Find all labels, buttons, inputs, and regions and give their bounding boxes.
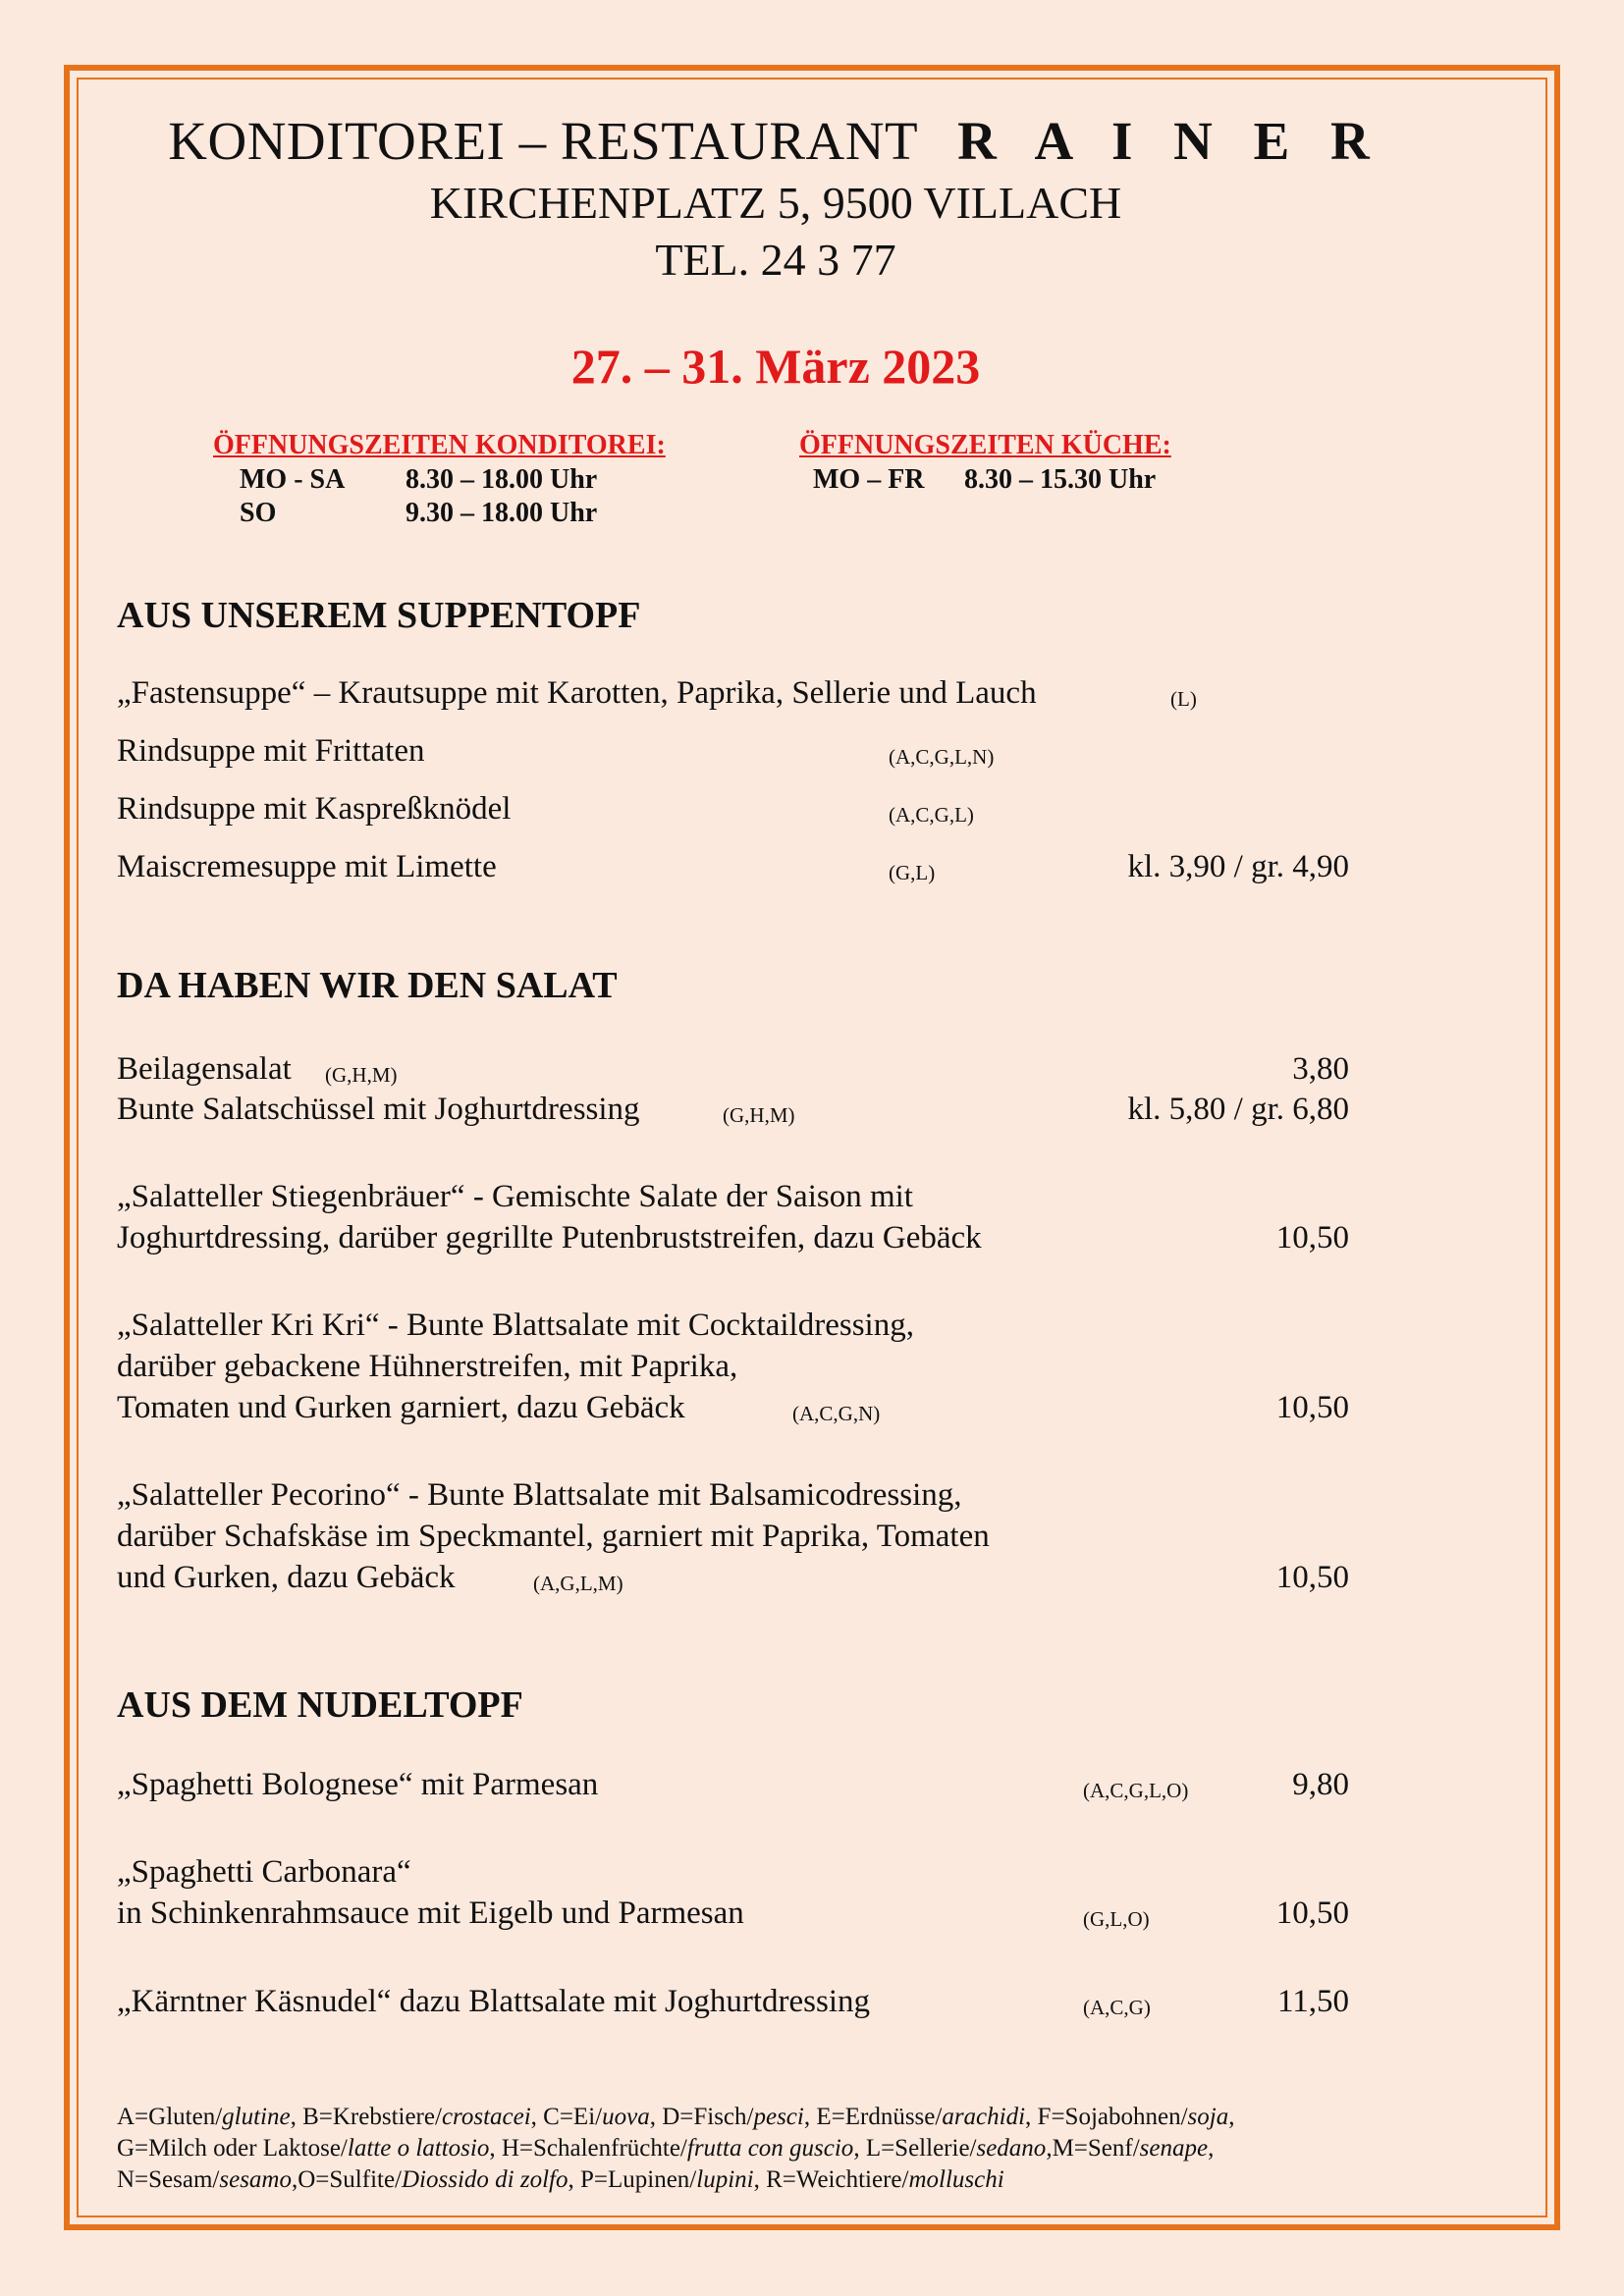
allergen-codes: (A,G,L,M) — [533, 1572, 623, 1595]
hours-days: SO — [240, 498, 277, 528]
menu-item-text: darüber gebackene Hühnerstreifen, mit Paprika, — [117, 1349, 738, 1384]
price: 11,50 — [1276, 1984, 1349, 2019]
hours-days: MO - SA — [240, 464, 346, 495]
menu-item-name: „Fastensuppe“ – Krautsuppe mit Karotten, Paprika, Sellerie und Lauch — [117, 675, 1037, 711]
hours-kueche-heading: ÖFFNUNGSZEITEN KÜCHE: — [799, 430, 1171, 460]
menu-item-text: „Spaghetti Carbonara“ — [117, 1854, 411, 1890]
menu-item-name: Rindsuppe mit Frittaten — [117, 733, 425, 769]
allergen-legend-line: G=Milch oder Laktose/latte o lattosio, H=Schalenfrüchte/frutta con guscio, L=Sellerie/sedano,M=Senf/senape, — [117, 2135, 1215, 2162]
allergen-codes: (A,C,G,L,N) — [889, 745, 995, 769]
price: 10,50 — [1275, 1220, 1349, 1255]
menu-item-name: Beilagensalat — [117, 1051, 292, 1087]
address: KIRCHENPLATZ 5, 9500 VILLACH — [429, 178, 1122, 228]
title-name: R A I N E R — [957, 111, 1383, 171]
hours-time: 9.30 – 18.00 Uhr — [406, 498, 598, 528]
section-heading-salads: DA HABEN WIR DEN SALAT — [117, 965, 618, 1006]
allergen-codes: (G,L) — [889, 861, 936, 884]
allergen-codes: (L) — [1170, 687, 1197, 711]
hours-konditorei-heading: ÖFFNUNGSZEITEN KONDITOREI: — [213, 430, 666, 460]
allergen-codes: (A,C,G,N) — [792, 1402, 881, 1425]
allergen-legend-line: N=Sesam/sesamo,O=Sulfite/Diossido di zolfo, P=Lupinen/lupini, R=Weichtiere/molluschi — [117, 2166, 1004, 2193]
hours-time: 8.30 – 18.00 Uhr — [406, 464, 598, 495]
section-heading-pasta: AUS DEM NUDELTOPF — [117, 1684, 523, 1726]
allergen-codes: (G,H,M) — [325, 1063, 398, 1087]
date-range: 27. – 31. März 2023 — [570, 339, 981, 394]
price: 10,50 — [1275, 1390, 1349, 1425]
price: 9,80 — [1292, 1767, 1349, 1802]
price: 10,50 — [1275, 1560, 1349, 1595]
allergen-codes: (G,H,M) — [723, 1103, 795, 1127]
menu-item-text: „Salatteller Pecorino“ - Bunte Blattsalate mit Balsamicodressing, — [117, 1477, 962, 1513]
price: 3,80 — [1292, 1051, 1349, 1087]
restaurant-title — [0, 110, 1551, 172]
price: 10,50 — [1275, 1896, 1349, 1931]
price: kl. 5,80 / gr. 6,80 — [1127, 1092, 1349, 1127]
allergen-codes: (A,C,G,L) — [889, 803, 974, 827]
allergen-codes: (G,L,O) — [1083, 1907, 1150, 1931]
menu-item-text: und Gurken, dazu Gebäck — [117, 1560, 456, 1595]
menu-item-name: „Spaghetti Bolognese“ mit Parmesan — [117, 1767, 599, 1802]
menu-item-text: Joghurtdressing, darüber gegrillte Putenbruststreifen, dazu Gebäck — [117, 1220, 982, 1255]
menu-item-name: Bunte Salatschüssel mit Joghurtdressing — [117, 1092, 640, 1127]
allergen-legend-line: A=Gluten/glutine, B=Krebstiere/crostacei, C=Ei/uova, D=Fisch/pesci, E=Erdnüsse/arachidi, F=Sojabohnen/soja, — [117, 2104, 1235, 2130]
menu-item-name: Rindsuppe mit Kaspreßknödel — [117, 791, 512, 827]
hours-days: MO – FR — [813, 464, 925, 495]
title-left: KONDITOREI – RESTAURANT — [168, 111, 919, 171]
price: kl. 3,90 / gr. 4,90 — [1127, 849, 1349, 884]
allergen-codes: (A,C,G) — [1083, 1996, 1151, 2019]
section-heading-soups: AUS UNSEREM SUPPENTOPF — [117, 595, 641, 636]
menu-item-text: Tomaten und Gurken garniert, dazu Gebäck — [117, 1390, 685, 1425]
menu-item-text: darüber Schafskäse im Speckmantel, garniert mit Paprika, Tomaten — [117, 1519, 990, 1554]
menu-item-name: „Kärntner Käsnudel“ dazu Blattsalate mit Joghurtdressing — [117, 1984, 871, 2019]
menu-item-name: Maiscremesuppe mit Limette — [117, 849, 497, 884]
hours-time: 8.30 – 15.30 Uhr — [964, 464, 1157, 495]
menu-item-text: „Salatteller Kri Kri“ - Bunte Blattsalate mit Cocktaildressing, — [117, 1308, 914, 1343]
phone: TEL. 24 3 77 — [655, 235, 896, 285]
allergen-codes: (A,C,G,L,O) — [1083, 1779, 1189, 1802]
menu-item-text: „Salatteller Stiegenbräuer“ - Gemischte Salate der Saison mit — [117, 1179, 913, 1214]
menu-item-text: in Schinkenrahmsauce mit Eigelb und Parmesan — [117, 1896, 744, 1931]
